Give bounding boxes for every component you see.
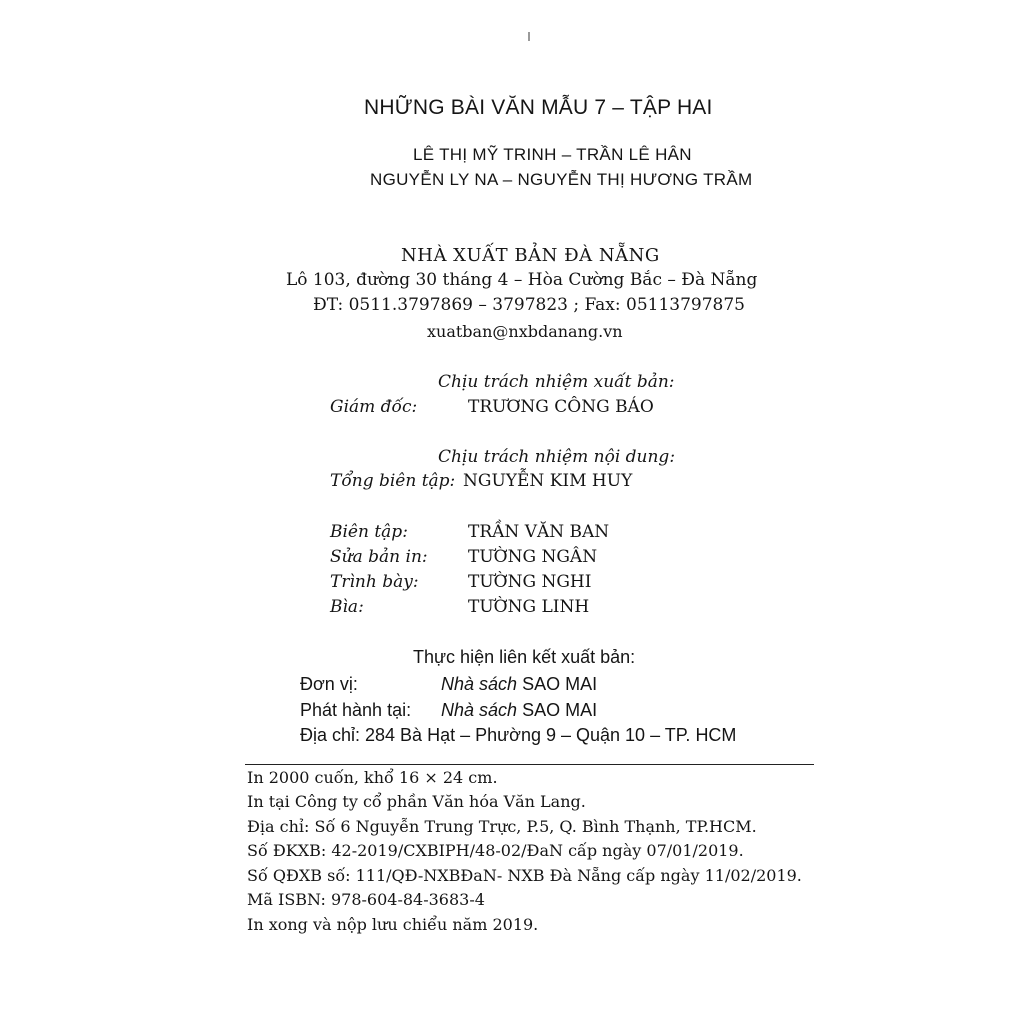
partner-distributor-value [441, 700, 597, 721]
printer-address-line: Địa chỉ: Số 6 Nguyễn Trung Trực, P.5, Q. Bình Thạnh, TP.HCM. [247, 817, 757, 836]
partner-distributor-name: SAO MAI [522, 700, 598, 720]
isbn-line: Mã ISBN: 978-604-84-3683-4 [247, 890, 485, 909]
publisher-name: NHÀ XUẤT BẢN ĐÀ NẴNG [401, 245, 660, 266]
partner-heading: Thực hiện liên kết xuất bản: [413, 647, 636, 667]
credit-name-editor: TRẦN VĂN BAN [468, 522, 610, 542]
publishing-responsibility-heading: Chịu trách nhiệm xuất bản: [438, 372, 675, 392]
authors-line-2: NGUYỄN LY NA – NGUYỄN THỊ HƯƠNG TRẦM [370, 170, 753, 189]
credit-name-cover: TƯỜNG LINH [468, 597, 590, 617]
chief-editor-label: Tổng biên tập: [330, 471, 456, 491]
director-label: Giám đốc: [330, 397, 418, 417]
publisher-email: xuatban@nxbdanang.vn [427, 322, 623, 341]
registration-line: Số ĐKXB: 42-2019/CXBIPH/48-02/ĐaN cấp ngày 07/01/2019. [247, 841, 744, 860]
partner-unit-name: SAO MAI [522, 674, 598, 694]
credit-label-cover: Bìa: [330, 597, 364, 617]
partner-unit-prefix: Nhà sách [441, 674, 518, 694]
partner-unit-label: Đơn vị: [300, 674, 358, 694]
book-title: NHỮNG BÀI VĂN MẪU 7 – TẬP HAI [364, 96, 713, 119]
partner-distributor-prefix: Nhà sách [441, 700, 518, 720]
partner-address: Địa chỉ: 284 Bà Hạt – Phường 9 – Quận 10 – TP. HCM [300, 725, 737, 745]
credit-label-layout: Trình bày: [330, 572, 419, 592]
publisher-phone: ĐT: 0511.3797869 – 3797823 ; Fax: 05113797875 [313, 295, 745, 315]
director-name: TRƯƠNG CÔNG BÁO [468, 397, 654, 417]
credit-name-proofreader: TƯỜNG NGÂN [468, 547, 598, 567]
scan-speck [528, 32, 530, 41]
chief-editor-name: NGUYỄN KIM HUY [463, 471, 633, 491]
partner-distributor-label: Phát hành tại: [300, 700, 412, 720]
partner-unit-value [441, 674, 597, 695]
decision-line: Số QĐXB số: 111/QĐ-NXBĐaN- NXB Đà Nẵng cấp ngày 11/02/2019. [247, 866, 802, 885]
divider-line [245, 764, 814, 765]
content-responsibility-heading: Chịu trách nhiệm nội dung: [438, 447, 676, 467]
publisher-address: Lô 103, đường 30 tháng 4 – Hòa Cường Bắc – Đà Nẵng [286, 270, 758, 290]
credit-label-proofreader: Sửa bản in: [330, 547, 428, 567]
printer-line: In tại Công ty cổ phần Văn hóa Văn Lang. [247, 792, 586, 811]
authors-line-1: LÊ THỊ MỸ TRINH – TRẦN LÊ HÂN [413, 145, 692, 164]
credit-label-editor: Biên tập: [330, 522, 408, 542]
print-run-line: In 2000 cuốn, khổ 16 × 24 cm. [247, 768, 498, 787]
credit-name-layout: TƯỜNG NGHI [468, 572, 592, 592]
deposit-line: In xong và nộp lưu chiểu năm 2019. [247, 915, 539, 934]
